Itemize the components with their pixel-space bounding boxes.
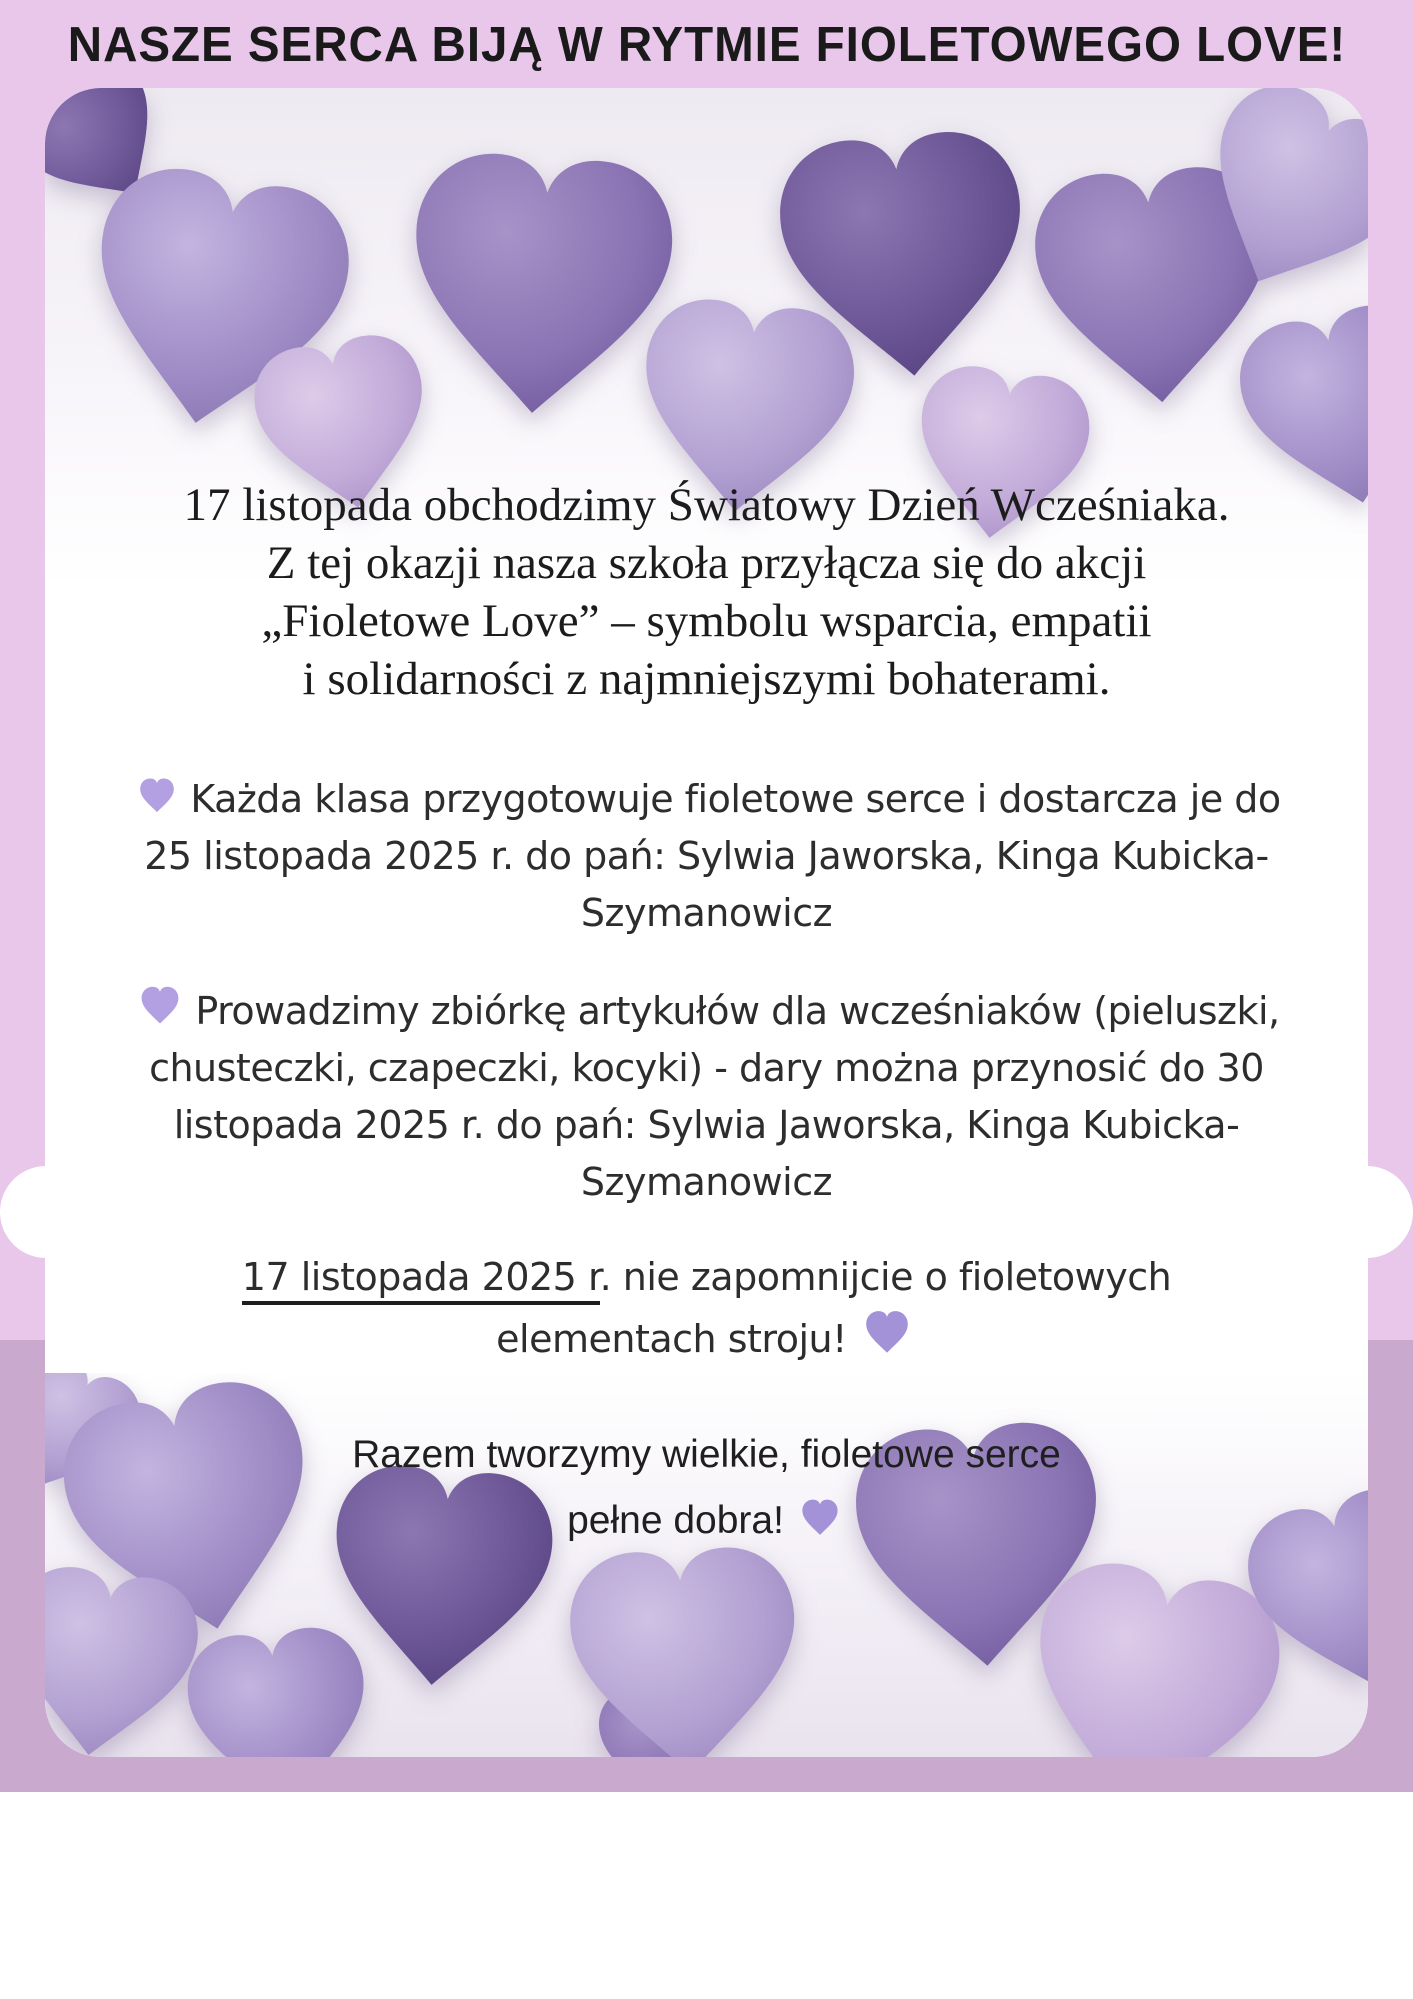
bullet-line: chusteczki, czapeczki, kocyki) - dary można przynosić do 30 xyxy=(149,1046,1264,1090)
purple-heart-icon xyxy=(796,1497,844,1541)
intro-line: „Fioletowe Love” – symbolu wsparcia, empatii xyxy=(261,595,1152,647)
bullet-text: Prowadzimy zbiórkę artykułów dla wcześniaków (pieluszki, xyxy=(195,989,1280,1033)
header xyxy=(0,0,1413,90)
bullet-paragraph-hearts-delivery xyxy=(45,771,1368,942)
intro-line: i solidarności z najmniejszymi bohaterami. xyxy=(302,653,1111,705)
footer-slogan xyxy=(45,1422,1368,1554)
footer-line2-text: pełne dobra! xyxy=(567,1499,784,1542)
intro-paragraph xyxy=(45,476,1368,708)
intro-line: 17 listopada obchodzimy Światowy Dzień Wcześniaka. xyxy=(183,479,1230,531)
bullet-paragraph-collection xyxy=(45,983,1368,1211)
reminder-line xyxy=(73,1308,1340,1370)
intro-line: Z tej okazji nasza szkoła przyłącza się do akcji xyxy=(266,537,1147,589)
bullet-line xyxy=(73,771,1340,828)
content-card xyxy=(45,88,1368,1757)
bullet-line: Szymanowicz xyxy=(580,1160,833,1204)
page-title: NASZE SERCA BIJĄ W RYTMIE FIOLETOWEGO LOVE! xyxy=(67,18,1346,72)
footer-line xyxy=(73,1488,1340,1554)
reminder-line xyxy=(73,1246,1340,1308)
bullet-line: listopada 2025 r. do pań: Sylwia Jaworska, Kinga Kubicka- xyxy=(173,1103,1240,1147)
bullet-line xyxy=(73,983,1340,1040)
reminder-date-underlined: 17 listopada 2025 r xyxy=(242,1255,600,1305)
reminder-rest: . nie zapomnijcie o fioletowych xyxy=(599,1255,1172,1299)
reminder-line2-text: elementach stroju! xyxy=(496,1317,847,1361)
purple-heart-icon xyxy=(134,776,180,818)
reminder-paragraph xyxy=(45,1246,1368,1370)
footer-line: Razem tworzymy wielkie, fioletowe serce xyxy=(352,1433,1061,1476)
bullet-text: Każda klasa przygotowuje fioletowe serce i dostarcza je do xyxy=(190,777,1281,821)
bullet-line: 25 listopada 2025 r. do pań: Sylwia Jaworska, Kinga Kubicka- xyxy=(144,834,1269,878)
purple-heart-icon xyxy=(859,1308,915,1360)
purple-heart-icon xyxy=(135,984,185,1030)
bullet-line: Szymanowicz xyxy=(580,891,833,935)
background-bottom-white xyxy=(0,1792,1413,1999)
